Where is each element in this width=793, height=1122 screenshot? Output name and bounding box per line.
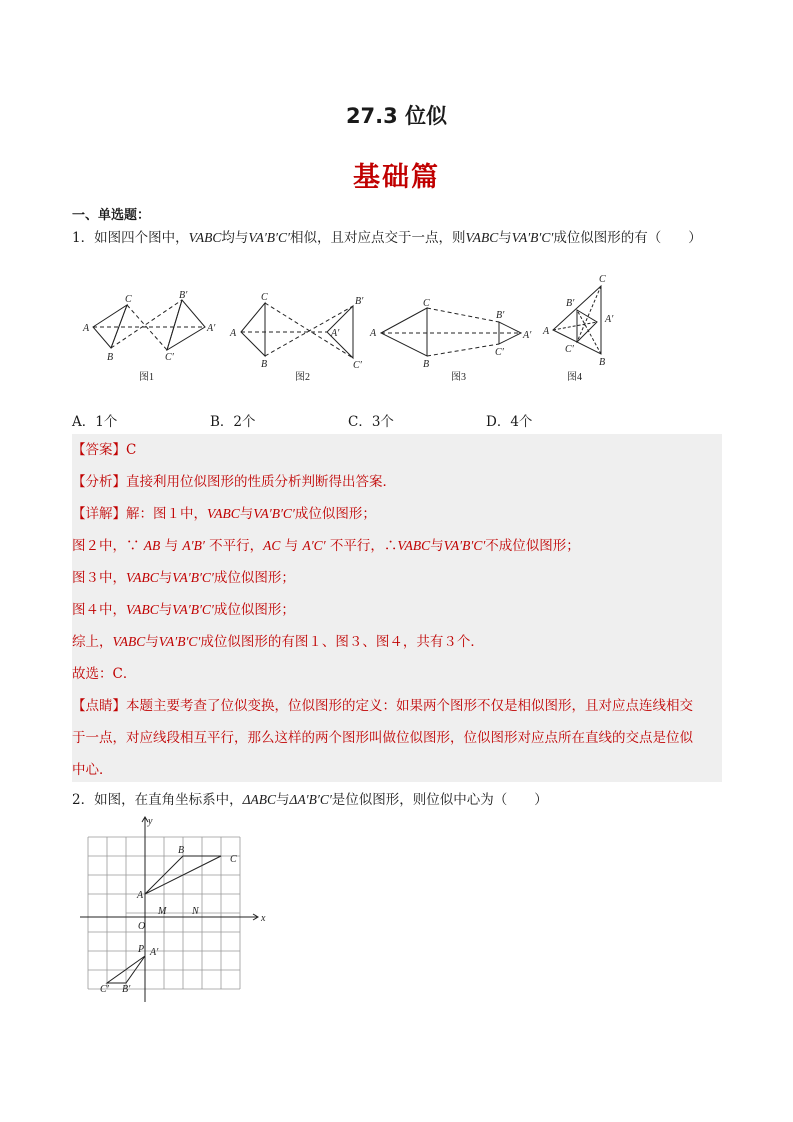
svg-text:A: A — [230, 328, 237, 339]
comment-line-1: 【点睛】本题主要考查了位似变换，位似图形的定义：如果两个图形不仅是相似图形，且对应点连线相交 — [72, 698, 693, 714]
page-title: 27.3 位似 — [345, 104, 448, 128]
svg-text:B′: B′ — [179, 290, 188, 301]
svg-text:B: B — [107, 352, 114, 363]
figure-4-caption: 图4 — [567, 372, 582, 383]
svg-text:B: B — [423, 359, 430, 370]
svg-text:B′: B′ — [566, 298, 575, 309]
svg-text:O: O — [138, 921, 146, 932]
option-a[interactable]: A．1个 — [72, 414, 118, 430]
svg-text:B′: B′ — [496, 310, 505, 321]
question-2-text: 2．如图，在直角坐标系中，ΔABC与ΔA′B′C′是位似图形，则位似中心为（ ） — [72, 792, 548, 808]
svg-text:C′: C′ — [165, 352, 174, 363]
detail-line-2: 图２中，∵ AB 与 A′B′ 不平行，AC 与 A′C′ 不平行，∴VABC与VA′B′C′不成位似图形； — [72, 538, 580, 554]
svg-text:A′: A′ — [331, 328, 340, 339]
svg-text:A: A — [137, 890, 144, 901]
page-subtitle: 基础篇 — [353, 162, 440, 193]
figure-2-caption: 图2 — [295, 372, 310, 383]
figure-1 — [93, 300, 205, 350]
figure-3-caption: 图3 — [451, 372, 466, 383]
svg-text:A′: A′ — [207, 323, 216, 334]
svg-text:x: x — [261, 913, 266, 924]
svg-text:A: A — [83, 323, 90, 334]
svg-text:C: C — [599, 274, 606, 285]
svg-text:y: y — [148, 816, 153, 827]
svg-text:B′: B′ — [355, 296, 364, 307]
svg-text:C: C — [230, 854, 237, 865]
comment-line-2: 于一点，对应线段相互平行，那么这样的两个图形叫做位似图形，位似图形对应点所在直线的交点是位似 — [72, 730, 693, 746]
svg-text:C: C — [423, 298, 430, 309]
detail-line-6: 故选：C． — [72, 666, 137, 682]
question-1-figures — [75, 270, 635, 388]
answer-line: 【答案】C — [72, 442, 137, 458]
svg-text:A′: A′ — [150, 947, 159, 958]
svg-text:P: P — [138, 944, 145, 955]
svg-text:A′: A′ — [523, 330, 532, 341]
svg-text:N: N — [192, 906, 199, 917]
detail-line-5: 综上，VABC与VA′B′C′成位似图形的有图１、图３、图４，共有３个． — [72, 634, 484, 650]
svg-text:B′: B′ — [122, 984, 131, 995]
svg-text:A: A — [370, 328, 377, 339]
svg-text:A: A — [543, 326, 550, 337]
option-c[interactable]: C．3个 — [348, 414, 394, 430]
svg-text:B: B — [599, 357, 606, 368]
svg-text:C′: C′ — [565, 344, 574, 355]
figure-1-caption: 图1 — [139, 372, 154, 383]
detail-line-3: 图３中，VABC与VA′B′C′成位似图形； — [72, 570, 295, 586]
svg-text:M: M — [158, 906, 167, 917]
svg-text:A′: A′ — [605, 314, 614, 325]
svg-text:B: B — [178, 845, 185, 856]
option-b[interactable]: B．2个 — [210, 414, 256, 430]
section-heading: 一、单选题： — [72, 208, 151, 223]
detail-line-4: 图４中，VABC与VA′B′C′成位似图形； — [72, 602, 295, 618]
svg-text:C′: C′ — [495, 347, 504, 358]
svg-text:C′: C′ — [353, 360, 362, 371]
question-2-graph — [80, 812, 280, 1012]
svg-text:C: C — [261, 292, 268, 303]
svg-text:C: C — [125, 294, 132, 305]
question-1-text: 1．如图四个图中，VABC均与VA′B′C′相似，且对应点交于一点，则VABC与VA′B′C′成位似图形的有（ ） — [72, 230, 702, 246]
analysis-line: 【分析】直接利用位似图形的性质分析判断得出答案． — [72, 474, 396, 490]
figure-4 — [553, 286, 601, 354]
svg-text:C′: C′ — [100, 984, 109, 995]
option-d[interactable]: D．4个 — [486, 414, 533, 430]
comment-line-3: 中心． — [72, 762, 113, 778]
detail-line-1: 【详解】解：图１中，VABC与VA′B′C′成位似图形； — [72, 506, 376, 522]
svg-text:B: B — [261, 359, 268, 370]
